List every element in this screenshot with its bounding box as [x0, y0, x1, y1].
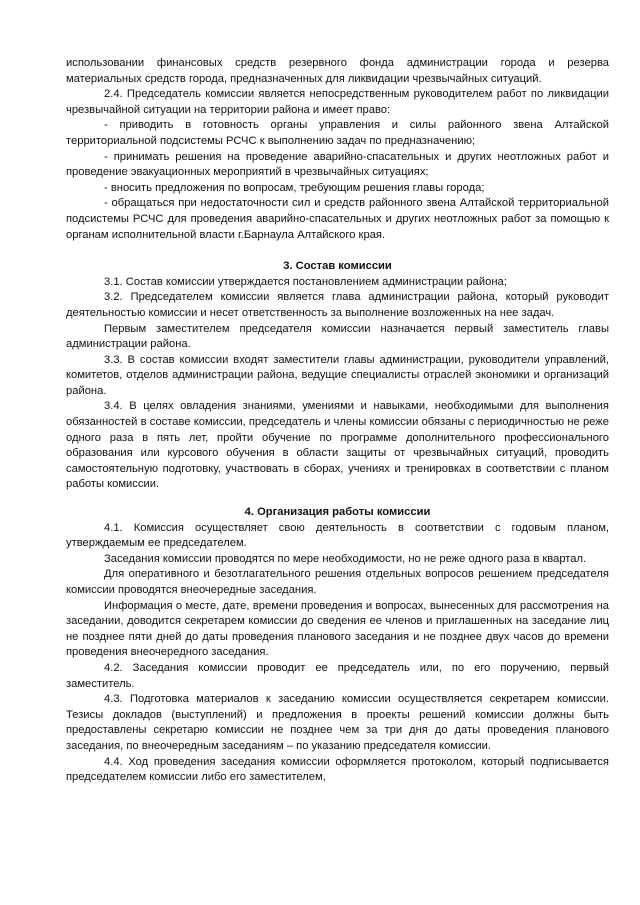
- paragraph-information: Информация о месте, дате, времени проведения и вопросах, вынесенных для рассмотрения на заседании, доводится секретарем комиссии до сведения ее членов и приглашенных на заседание лиц не позднее пяти дней до даты проведения планового заседания и не позднее двух часов до времени проведения внеочередного заседания.: [66, 599, 609, 659]
- paragraph-4-4: 4.4. Ход проведения заседания комиссии оформляется протоколом, который подписывается председателем комиссии либо его заместителем,: [66, 755, 609, 784]
- paragraph-3-2: 3.2. Председателем комиссии является глава администрации района, который руководит деятельностью комиссии и несет ответственность за выполнение возложенных на нее задач.: [66, 291, 609, 319]
- section-4-heading: 4. Организация работы комиссии: [244, 506, 431, 519]
- right-item: - приводить в готовность органы управления и силы районного звена Алтайской территориальной подсистемы РСЧС к выполнению задач по предназначению;: [66, 119, 609, 147]
- section-3-heading: 3. Состав комиссии: [283, 260, 392, 273]
- paragraph-meetings: Заседания комиссии проводятся по мере необходимости, но не реже одного раза в квартал.: [104, 552, 587, 565]
- paragraph-3-3: 3.3. В состав комиссии входят заместители главы администрации, руководители управлений, комитетов, отделов администрации района, ведущие специалисты отраслей экономики и организаций района.: [66, 353, 609, 397]
- paragraph-4-1: 4.1. Комиссия осуществляет свою деятельность в соответствии с годовым планом, утверждаемым ее председателем.: [66, 521, 609, 550]
- paragraph-3-1: 3.1. Состав комиссии утверждается постановлением администрации района;: [104, 275, 507, 288]
- paragraph-extraordinary: Для оперативного и безотлагательного решения отдельных вопросов решением председателя комиссии проводятся внеочередные заседания.: [66, 568, 609, 596]
- paragraph-3-4: 3.4. В целях овладения знаниями, умениями и навыками, необходимыми для выполнения обязанностей в составе комиссии, председатель и члены комиссии обязаны с периодичностью не реже одного раза в пять лет, пройти обучение по программе дополнительного профессионального образования или курсового обучения в области защиты от чрезвычайных ситуаций, проводить самостоятельную подготовку, участвовать в сборах, учениях и тренировках в соответствии с планом работы комиссии.: [66, 400, 609, 491]
- paragraph-funds-usage: использовании финансовых средств резервного фонда администрации города и резерва материальных средств города, предназначенных для ликвидации чрезвычайных ситуаций.: [66, 57, 609, 85]
- right-item: - принимать решения на проведение аварийно-спасательных и других неотложных работ и проведение эвакуационных мероприятий в чрезвычайных ситуациях;: [66, 150, 609, 179]
- document-page: [66, 56, 609, 786]
- paragraph-4-3: 4.3. Подготовка материалов к заседанию комиссии осуществляется секретарем комиссии. Тезисы докладов (выступлений) и предложения в проекты решений комиссии должны быть предоставлены секретарю комиссии не позднее чем за три дня до даты проведения планового заседания, по внеочередным заседаниям – по указанию председателя комиссии.: [66, 693, 609, 752]
- paragraph-4-2: 4.2. Заседания комиссии проводит ее председатель или, по его поручению, первый заместитель.: [66, 661, 609, 690]
- right-item: - обращаться при недостаточности сил и средств районного звена Алтайской территориальной подсистемы РСЧС для проведения аварийно-спасательных и других неотложных работ за помощью к органам исполнительной власти г.Барнаула Алтайского края.: [66, 197, 609, 241]
- paragraph-2-4: 2.4. Председатель комиссии является непосредственным руководителем работ по ликвидации чрезвычайной ситуации на территории района и имеет право:: [66, 88, 609, 116]
- paragraph-first-deputy: Первым заместителем председателя комиссии назначается первый заместитель главы администрации района.: [66, 322, 609, 351]
- right-item: - вносить предложения по вопросам, требующим решения главы города;: [104, 181, 485, 194]
